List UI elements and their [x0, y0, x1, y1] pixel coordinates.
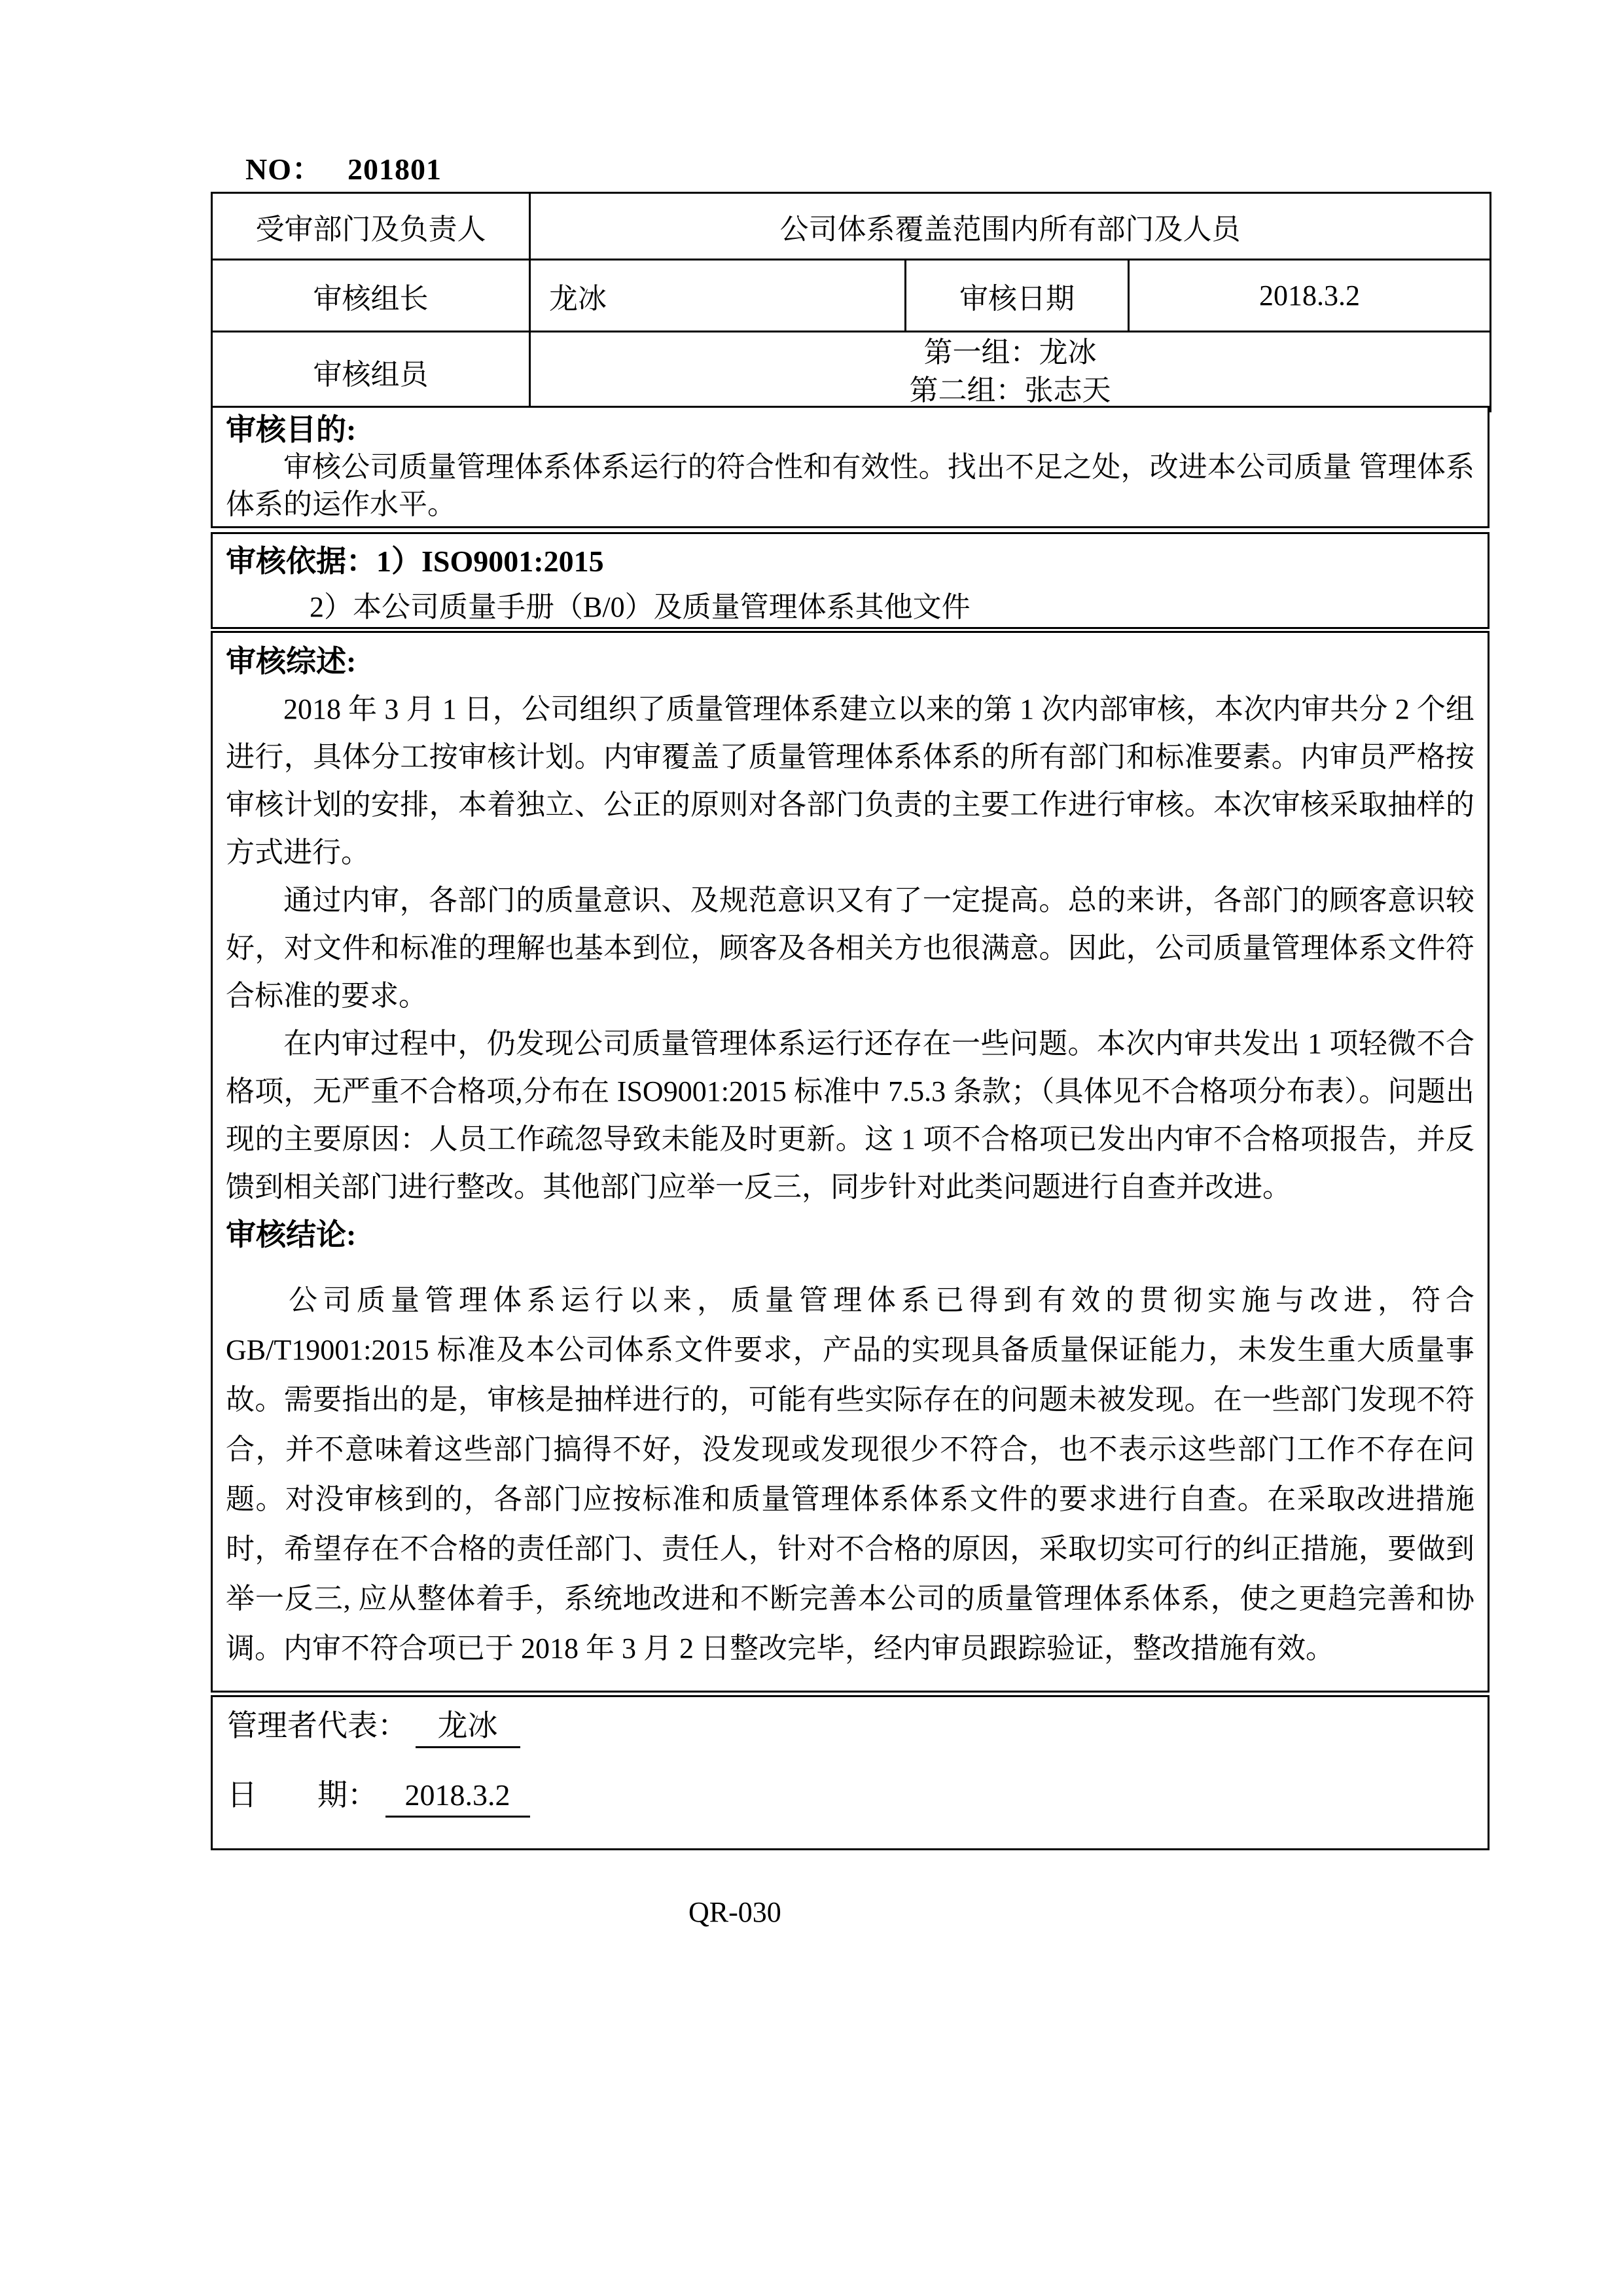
- doc-number-value: 201801: [348, 152, 442, 186]
- audit-conclusion-text: 公司质量管理体系运行以来，质量管理体系已得到有效的贯彻实施与改进，符合 GB/T19001:2015 标准及本公司体系文件要求，产品的实现具备质量保证能力，未发生重大质量事故。需要指出的是，审核是抽样进行的，可能有些实际存在的问题未被发现。在一些部门发现不符合，并不意味着这些部门搞得不好，没发现或发现很少不符合，也不表示这些部门工作不存在问题。对没审核到的，各部门应按标准和质量管理体系体系文件的要求进行自查。在采取改进措施时，希望存在不合格的责任部门、责任人，针对不合格的原因，采取切实可行的纠正措施，要做到举一反三, 应从整体着手，系统地改进和不断完善本公司的质量管理体系体系，使之更趋完善和协调。内审不符合项已于 2018 年 3 月 2 日整改完毕，经内审员跟踪验证，整改措施有效。: [226, 1284, 1474, 1664]
- audit-basis-line1: [226, 543, 1474, 580]
- audit-date-value: 2018.3.2: [1129, 260, 1491, 332]
- members-group2: 第二组：张志天: [909, 374, 1111, 406]
- signoff-date-label: 日 期：: [227, 1778, 378, 1812]
- audit-info-table: [211, 192, 1491, 412]
- members-group1: 第一组：龙冰: [923, 336, 1097, 368]
- management-rep-signature: 龙冰: [416, 1709, 520, 1748]
- audit-summary-paragraph-2: 通过内审，各部门的质量意识、及规范意识又有了一定提高。总的来讲，各部门的顾客意识较好，对文件和标准的理解也基本到位，顾客及各相关方也很满意。因此，公司质量管理体系文件符合标准的要求。: [226, 884, 1474, 1012]
- audit-leader-value: 龙冰: [530, 260, 906, 332]
- audit-purpose-text: 审核公司质量管理体系体系运行的符合性和有效性。找出不足之处，改进本公司质量 管理体系体系的运作水平。: [226, 451, 1474, 520]
- audit-basis-title: 审核依据：: [226, 545, 376, 578]
- signoff-date-line: [227, 1776, 1473, 1815]
- audited-departments-value: 公司体系覆盖范围内所有部门及人员: [530, 193, 1491, 260]
- audit-basis-section: [211, 532, 1489, 629]
- audit-conclusion-title: 审核结论:: [226, 1218, 357, 1251]
- audit-summary-paragraph-1: 2018 年 3 月 1 日，公司组织了质量管理体系建立以来的第 1 次内部审核，本次内审共分 2 个组进行，具体分工按审核计划。内审覆盖了质量管理体系体系的所有部门和标准要素。内审员严格按审核计划的安排，本着独立、公正的原则对各部门负责的主要工作进行审核。本次审核采取抽样的方式进行。: [226, 693, 1474, 869]
- management-rep-label: 管理者代表：: [227, 1709, 408, 1742]
- audit-summary-paragraph-3: 在内审过程中，仍发现公司质量管理体系运行还存在一些问题。本次内审共发出 1 项轻微不合格项，无严重不合格项,分布在 ISO9001:2015 标准中 7.5.3 条款；（具体见不合格项分布表）。问题出现的主要原因：人员工作疏忽导致未能及时更新。这 1 项不合格项已发出内审不合格项报告，并反馈到相关部门进行整改。其他部门应举一反三，同步针对此类问题进行自查并改进。: [226, 1028, 1474, 1203]
- form-code: QR-030: [688, 1896, 781, 1928]
- doc-number-label: NO：: [245, 152, 323, 186]
- audit-basis-item1: 1）ISO9001:2015: [376, 545, 604, 578]
- audit-purpose-section: [211, 406, 1489, 528]
- audit-summary-conclusion-section: [211, 631, 1489, 1693]
- management-rep-line: [227, 1706, 1473, 1746]
- audit-date-label: 审核日期: [906, 260, 1129, 332]
- audit-basis-item2: 2）本公司质量手册（B/0）及质量管理体系其他文件: [310, 591, 971, 623]
- audited-departments-label: 受审部门及负责人: [212, 193, 530, 260]
- signoff-date-value: 2018.3.2: [385, 1778, 530, 1818]
- doc-number: [245, 145, 442, 188]
- table-row-members: [212, 332, 1491, 412]
- table-row-audited: [212, 193, 1491, 260]
- audit-members-value: [530, 332, 1491, 412]
- signoff-section: [211, 1695, 1489, 1850]
- audit-members-label: 审核组员: [212, 332, 530, 412]
- audit-leader-label: 审核组长: [212, 260, 530, 332]
- table-row-leader: [212, 260, 1491, 332]
- audit-purpose-title: 审核目的:: [226, 413, 357, 446]
- audit-summary-title: 审核综述:: [226, 645, 357, 678]
